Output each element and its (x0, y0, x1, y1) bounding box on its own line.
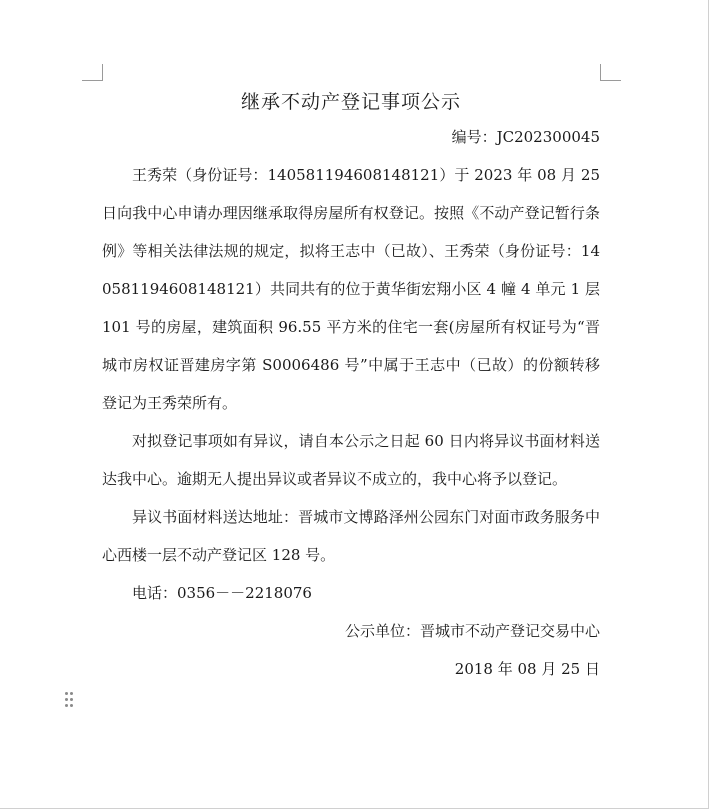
paragraph-objection: 对拟登记事项如有异议，请自本公示之日起 60 日内将异议书面材料送达我中心。逾期无人提出异议或者异议不成立的，我中心将予以登记。 (102, 432, 600, 488)
paragraph-application: 王秀荣（身份证号：140581194608148121）于 2023 年 08 月 25 日向我中心申请办理因继承取得房屋所有权登记。按照《不动产登记暂行条例》等相关法律法规的规定，拟将王志中（已故）、王秀荣（身份证号：140581194608148121）共同共有的位于黄华街宏翔小区 4 幢 4 单元 1 层 101 号的房屋，建筑面积 96.55 平方米的住宅一套(房屋所有权证号为“晋城市房权证晋建房字第 S0006486 号”中属于王志中（已故）的份额转移登记为王秀荣所有。 (102, 166, 600, 412)
drag-handle-icon[interactable] (65, 692, 73, 708)
margin-corner-top-right (600, 64, 621, 81)
phone-number: 电话：0356－－2218076 (132, 584, 312, 602)
issue-date: 2018 年 08 月 25 日 (454, 660, 600, 678)
document-body (102, 86, 600, 688)
paragraph-address: 异议书面材料送达地址：晋城市文博路泽州公园东门对面市政务服务中心西楼一层不动产登记区 128 号。 (102, 508, 600, 564)
document-title: 继承不动产登记事项公示 (240, 91, 461, 113)
issuer-unit: 公示单位：晋城市不动产登记交易中心 (344, 622, 600, 640)
document-number: 编号：JC202300045 (451, 128, 600, 146)
margin-corner-top-left (82, 64, 103, 81)
